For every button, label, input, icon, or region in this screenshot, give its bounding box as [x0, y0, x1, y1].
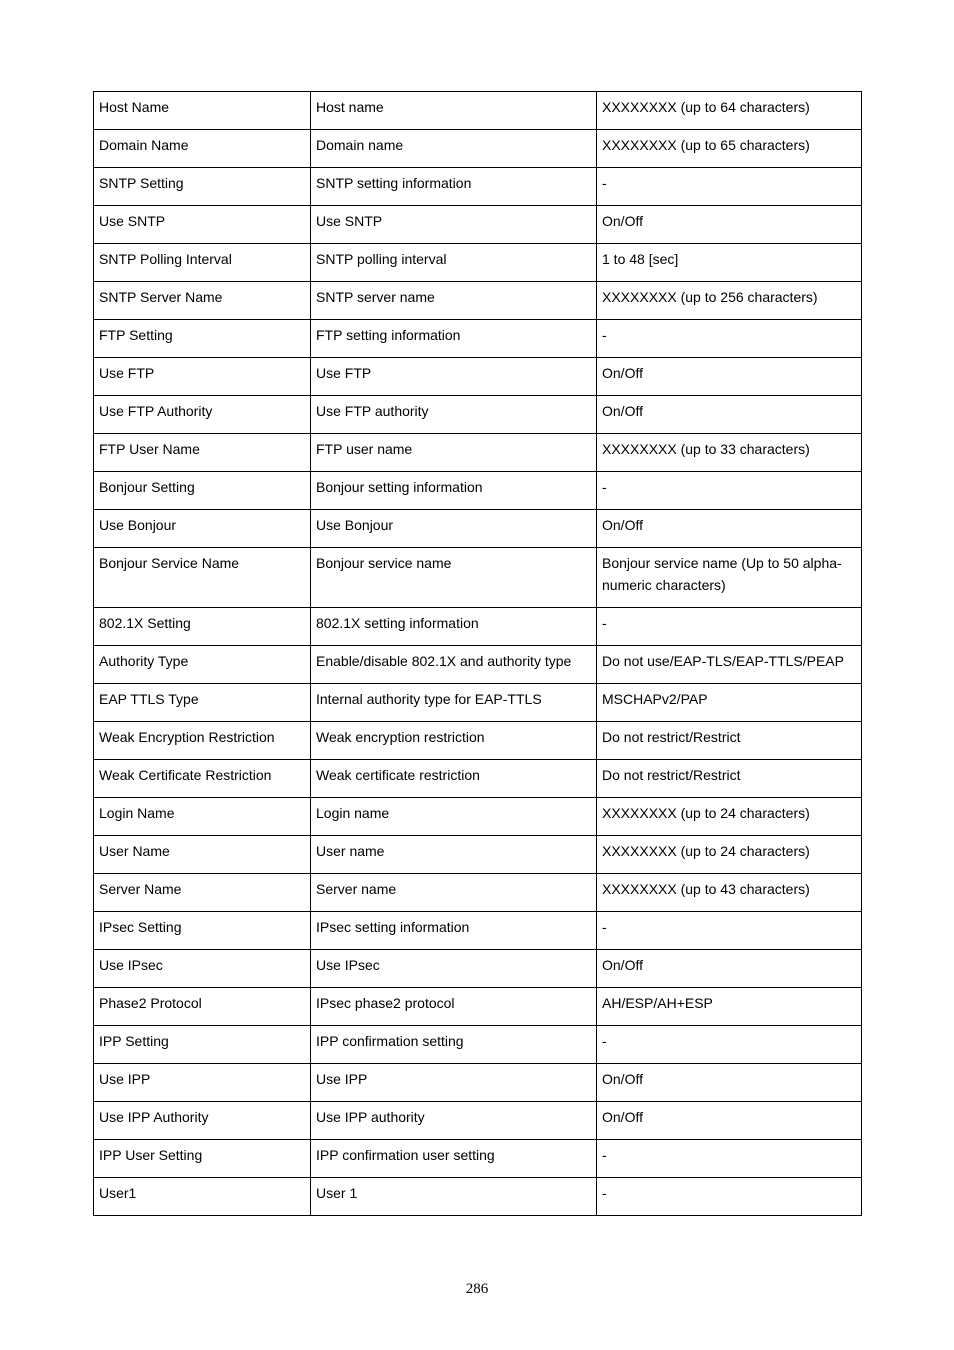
table-row	[94, 548, 862, 608]
setting-value-cell: On/Off	[597, 358, 862, 396]
setting-value-cell: AH/ESP/AH+ESP	[597, 988, 862, 1026]
settings-table-body	[94, 92, 862, 1216]
setting-name-cell: IPP Setting	[94, 1026, 311, 1064]
setting-name-cell: Use IPP Authority	[94, 1102, 311, 1140]
setting-name-cell: SNTP Setting	[94, 168, 311, 206]
setting-description-cell: IPsec phase2 protocol	[311, 988, 597, 1026]
table-row	[94, 608, 862, 646]
setting-name-cell: Domain Name	[94, 130, 311, 168]
table-row	[94, 320, 862, 358]
setting-value-cell: Do not restrict/Restrict	[597, 760, 862, 798]
table-row	[94, 646, 862, 684]
setting-description-cell: IPP confirmation setting	[311, 1026, 597, 1064]
setting-value-cell: XXXXXXXX (up to 33 characters)	[597, 434, 862, 472]
setting-name-cell: User Name	[94, 836, 311, 874]
table-row	[94, 1064, 862, 1102]
setting-description-cell: 802.1X setting information	[311, 608, 597, 646]
setting-name-cell: SNTP Polling Interval	[94, 244, 311, 282]
setting-name-cell: FTP Setting	[94, 320, 311, 358]
setting-value-cell: On/Off	[597, 1064, 862, 1102]
setting-name-cell: Use Bonjour	[94, 510, 311, 548]
setting-description-cell: SNTP server name	[311, 282, 597, 320]
table-row	[94, 396, 862, 434]
setting-value-cell: On/Off	[597, 950, 862, 988]
setting-description-cell: IPP confirmation user setting	[311, 1140, 597, 1178]
table-row	[94, 684, 862, 722]
table-row	[94, 722, 862, 760]
setting-description-cell: IPsec setting information	[311, 912, 597, 950]
setting-name-cell: Authority Type	[94, 646, 311, 684]
setting-description-cell: Weak certificate restriction	[311, 760, 597, 798]
table-row	[94, 130, 862, 168]
setting-name-cell: Phase2 Protocol	[94, 988, 311, 1026]
setting-description-cell: Weak encryption restriction	[311, 722, 597, 760]
setting-value-cell: 1 to 48 [sec]	[597, 244, 862, 282]
setting-value-cell: XXXXXXXX (up to 24 characters)	[597, 798, 862, 836]
table-row	[94, 836, 862, 874]
setting-value-cell: -	[597, 168, 862, 206]
table-row	[94, 988, 862, 1026]
setting-description-cell: Domain name	[311, 130, 597, 168]
setting-description-cell: Use FTP authority	[311, 396, 597, 434]
setting-description-cell: Bonjour service name	[311, 548, 597, 608]
table-row	[94, 1102, 862, 1140]
table-row	[94, 472, 862, 510]
setting-description-cell: Use SNTP	[311, 206, 597, 244]
setting-description-cell: Use FTP	[311, 358, 597, 396]
table-row	[94, 950, 862, 988]
setting-name-cell: Bonjour Setting	[94, 472, 311, 510]
setting-value-cell: XXXXXXXX (up to 24 characters)	[597, 836, 862, 874]
setting-value-cell: XXXXXXXX (up to 65 characters)	[597, 130, 862, 168]
table-row	[94, 1178, 862, 1216]
setting-name-cell: Use FTP	[94, 358, 311, 396]
setting-name-cell: 802.1X Setting	[94, 608, 311, 646]
setting-name-cell: SNTP Server Name	[94, 282, 311, 320]
setting-name-cell: Host Name	[94, 92, 311, 130]
setting-name-cell: Use SNTP	[94, 206, 311, 244]
setting-name-cell: IPsec Setting	[94, 912, 311, 950]
setting-description-cell: Bonjour setting information	[311, 472, 597, 510]
setting-description-cell: Enable/disable 802.1X and authority type	[311, 646, 597, 684]
setting-value-cell: -	[597, 320, 862, 358]
setting-name-cell: Use IPsec	[94, 950, 311, 988]
setting-value-cell: Do not use/EAP-TLS/EAP-TTLS/PEAP	[597, 646, 862, 684]
setting-name-cell: Server Name	[94, 874, 311, 912]
table-row	[94, 206, 862, 244]
settings-table	[93, 91, 862, 1216]
setting-value-cell: On/Off	[597, 396, 862, 434]
setting-description-cell: FTP setting information	[311, 320, 597, 358]
setting-value-cell: -	[597, 912, 862, 950]
table-row	[94, 1140, 862, 1178]
setting-name-cell: Use IPP	[94, 1064, 311, 1102]
setting-description-cell: Use Bonjour	[311, 510, 597, 548]
table-row	[94, 358, 862, 396]
setting-description-cell: User 1	[311, 1178, 597, 1216]
table-row	[94, 510, 862, 548]
setting-name-cell: EAP TTLS Type	[94, 684, 311, 722]
setting-value-cell: -	[597, 1178, 862, 1216]
setting-value-cell: Do not restrict/Restrict	[597, 722, 862, 760]
setting-name-cell: Use FTP Authority	[94, 396, 311, 434]
table-row	[94, 1026, 862, 1064]
setting-description-cell: Internal authority type for EAP-TTLS	[311, 684, 597, 722]
setting-name-cell: Weak Encryption Restriction	[94, 722, 311, 760]
table-row	[94, 912, 862, 950]
table-row	[94, 168, 862, 206]
setting-description-cell: User name	[311, 836, 597, 874]
setting-value-cell: On/Off	[597, 206, 862, 244]
setting-value-cell: -	[597, 608, 862, 646]
setting-description-cell: Use IPsec	[311, 950, 597, 988]
table-row	[94, 92, 862, 130]
setting-description-cell: SNTP polling interval	[311, 244, 597, 282]
setting-name-cell: Bonjour Service Name	[94, 548, 311, 608]
setting-value-cell: XXXXXXXX (up to 256 characters)	[597, 282, 862, 320]
table-row	[94, 760, 862, 798]
setting-value-cell: -	[597, 1026, 862, 1064]
setting-description-cell: Use IPP authority	[311, 1102, 597, 1140]
setting-value-cell: -	[597, 472, 862, 510]
setting-name-cell: Weak Certificate Restriction	[94, 760, 311, 798]
table-row	[94, 798, 862, 836]
setting-name-cell: User1	[94, 1178, 311, 1216]
table-row	[94, 434, 862, 472]
table-row	[94, 244, 862, 282]
table-row	[94, 282, 862, 320]
setting-description-cell: Server name	[311, 874, 597, 912]
setting-value-cell: Bonjour service name (Up to 50 alpha-numeric characters)	[597, 548, 862, 608]
setting-value-cell: -	[597, 1140, 862, 1178]
setting-name-cell: Login Name	[94, 798, 311, 836]
setting-value-cell: MSCHAPv2/PAP	[597, 684, 862, 722]
setting-value-cell: On/Off	[597, 1102, 862, 1140]
setting-value-cell: XXXXXXXX (up to 64 characters)	[597, 92, 862, 130]
table-row	[94, 874, 862, 912]
setting-name-cell: IPP User Setting	[94, 1140, 311, 1178]
setting-description-cell: FTP user name	[311, 434, 597, 472]
setting-description-cell: SNTP setting information	[311, 168, 597, 206]
setting-description-cell: Host name	[311, 92, 597, 130]
page-number: 286	[465, 1281, 489, 1297]
setting-value-cell: XXXXXXXX (up to 43 characters)	[597, 874, 862, 912]
setting-description-cell: Use IPP	[311, 1064, 597, 1102]
setting-name-cell: FTP User Name	[94, 434, 311, 472]
setting-value-cell: On/Off	[597, 510, 862, 548]
setting-description-cell: Login name	[311, 798, 597, 836]
